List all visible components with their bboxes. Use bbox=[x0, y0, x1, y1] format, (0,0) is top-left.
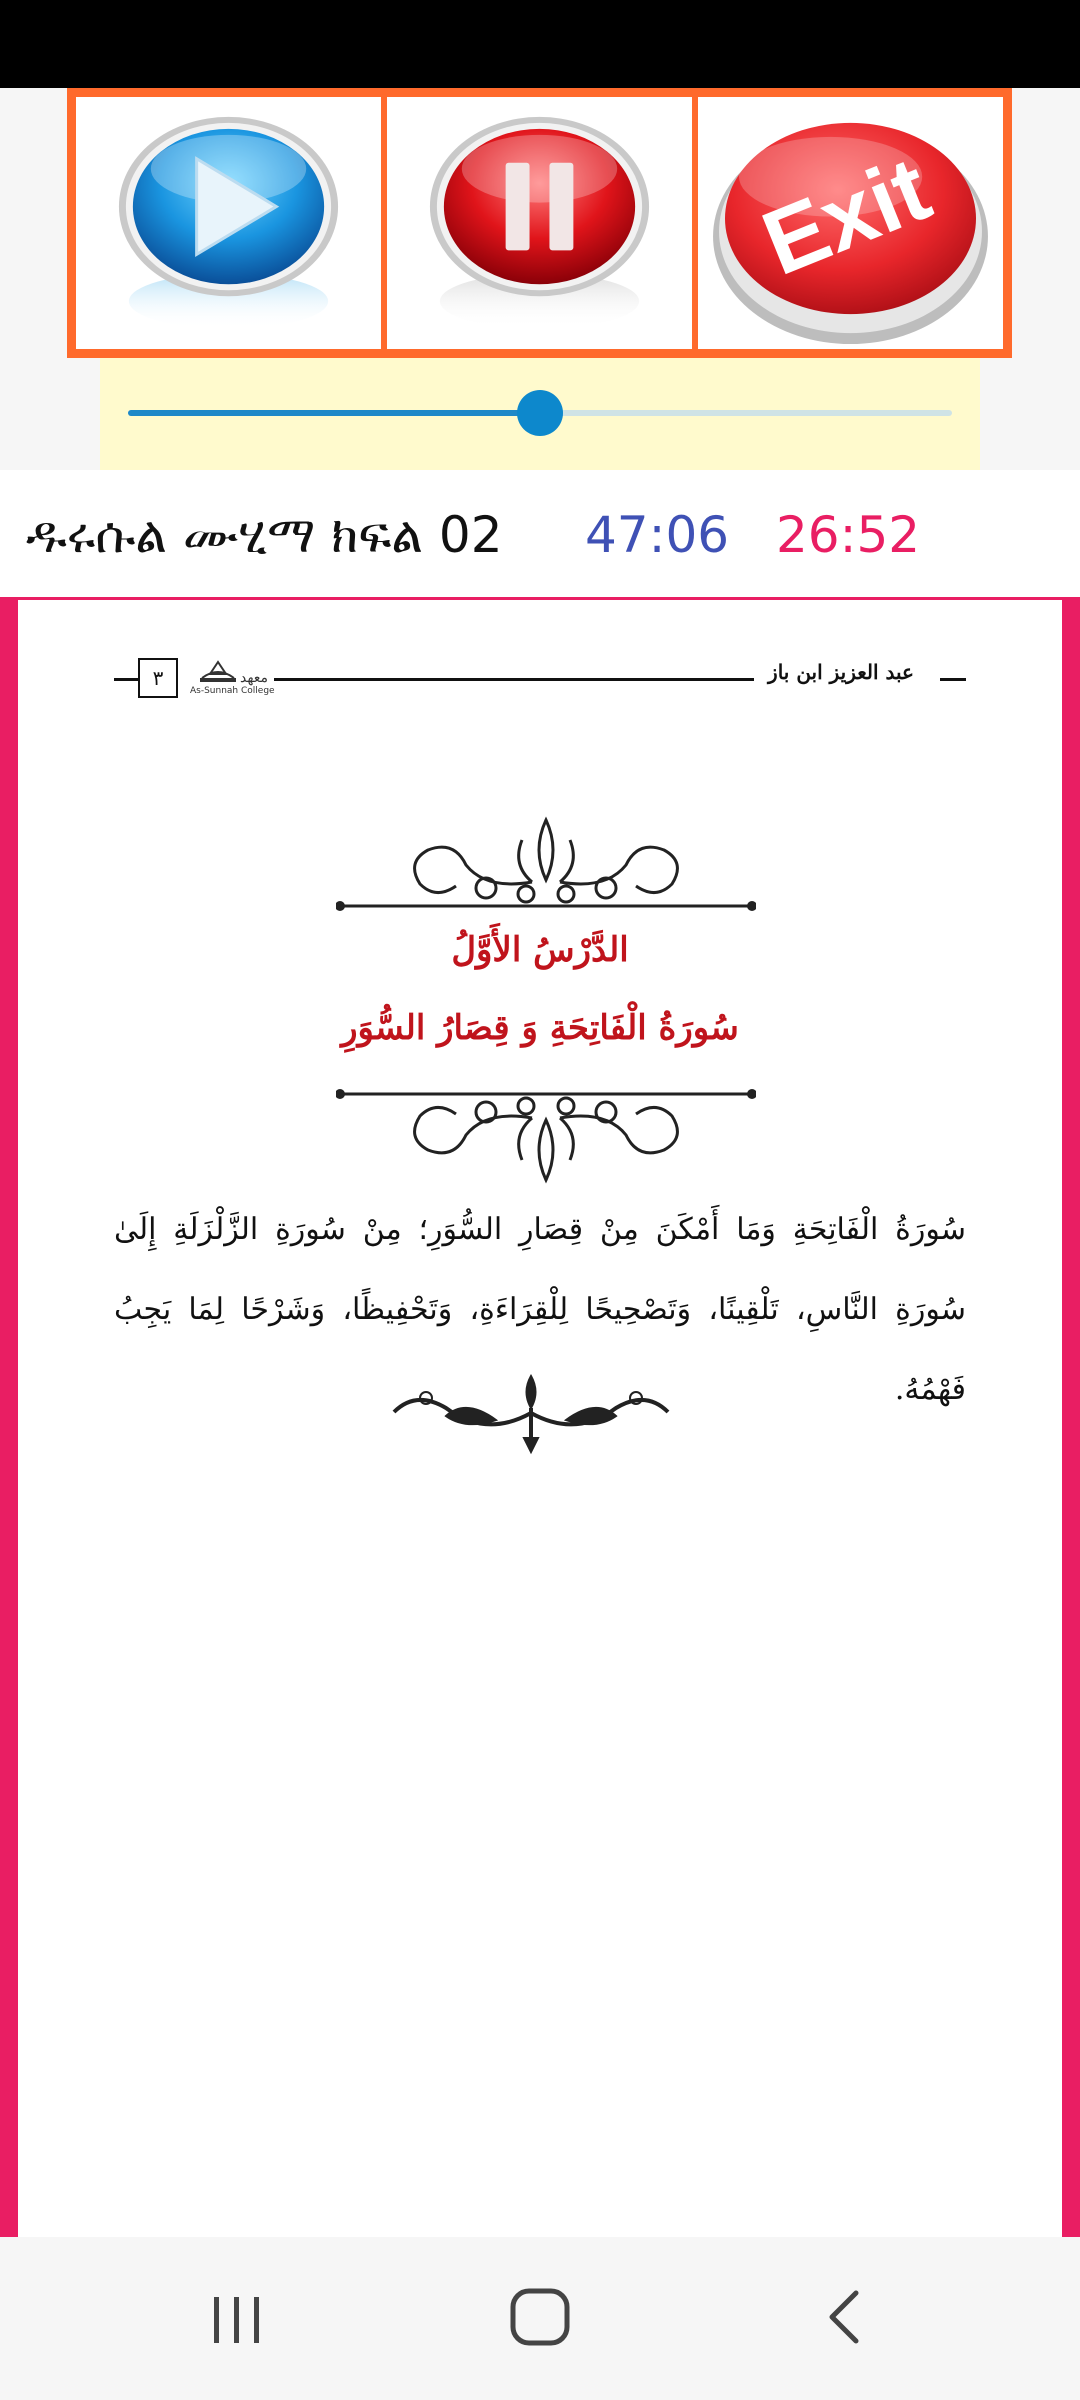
seek-thumb[interactable] bbox=[517, 390, 563, 436]
exit-label: Exit bbox=[749, 137, 944, 295]
header-rule bbox=[940, 678, 966, 681]
lesson-body: سُورَةُ الْفَاتِحَةِ وَمَا أَمْكَنَ مِنْ قِصَارِ السُّوَرِ؛ مِنْ سُورَةِ الزَّلْزَلَةِ إِلَىٰ سُورَةِ النَّاسِ، تَلْقِينًا، وَتَصْحِيحًا لِلْقِرَاءَةِ، وَتَحْفِيظًا، وَشَرْحًا لِمَا يَجِبُ فَهْمُهُ. bbox=[114, 1212, 966, 1407]
lesson-title: ዱሩሱል ሙሂማ ክፍል 02 bbox=[26, 506, 503, 564]
seek-bar-container bbox=[100, 358, 980, 470]
page-number: ٣ bbox=[138, 658, 178, 698]
college-name: As-Sunnah College bbox=[190, 686, 275, 696]
author-name: عبد العزيز ابن باز bbox=[768, 660, 914, 684]
status-bar bbox=[0, 0, 1080, 88]
ornament-divider-icon bbox=[386, 1368, 676, 1458]
back-icon bbox=[800, 2277, 890, 2357]
back-button[interactable] bbox=[800, 2277, 890, 2357]
surah-heading: سُورَةُ الْفَاتِحَةِ وَ قِصَارُ السُّوَرِ bbox=[341, 1008, 739, 1048]
home-icon bbox=[495, 2277, 585, 2357]
page-header bbox=[114, 648, 970, 708]
document-viewer[interactable] bbox=[0, 600, 1080, 2237]
recent-apps-icon bbox=[192, 2277, 282, 2357]
seek-progress bbox=[128, 410, 540, 416]
navigation-bar bbox=[0, 2237, 1080, 2400]
exit-button[interactable] bbox=[698, 97, 1003, 349]
current-time: 26:52 bbox=[776, 506, 921, 564]
exit-icon bbox=[698, 97, 1003, 349]
pause-button[interactable] bbox=[387, 97, 692, 349]
college-logo-icon bbox=[188, 648, 268, 708]
play-button[interactable] bbox=[76, 97, 381, 349]
pause-icon bbox=[387, 97, 692, 349]
document-page bbox=[18, 600, 1062, 2237]
ornament-top-icon bbox=[336, 810, 756, 920]
header-rule bbox=[274, 678, 754, 681]
ornament-bottom-icon bbox=[336, 1080, 756, 1190]
play-icon bbox=[76, 97, 381, 349]
recent-apps-button[interactable] bbox=[192, 2277, 282, 2357]
header-rule bbox=[114, 678, 138, 681]
svg-text:معهد: معهد bbox=[240, 670, 268, 686]
player-info bbox=[0, 470, 1080, 598]
home-button[interactable] bbox=[495, 2277, 585, 2357]
player-controls bbox=[67, 88, 1012, 358]
total-time: 47:06 bbox=[585, 506, 730, 564]
lesson-heading: الدَّرْسُ الأَوَّلُ bbox=[451, 930, 629, 970]
